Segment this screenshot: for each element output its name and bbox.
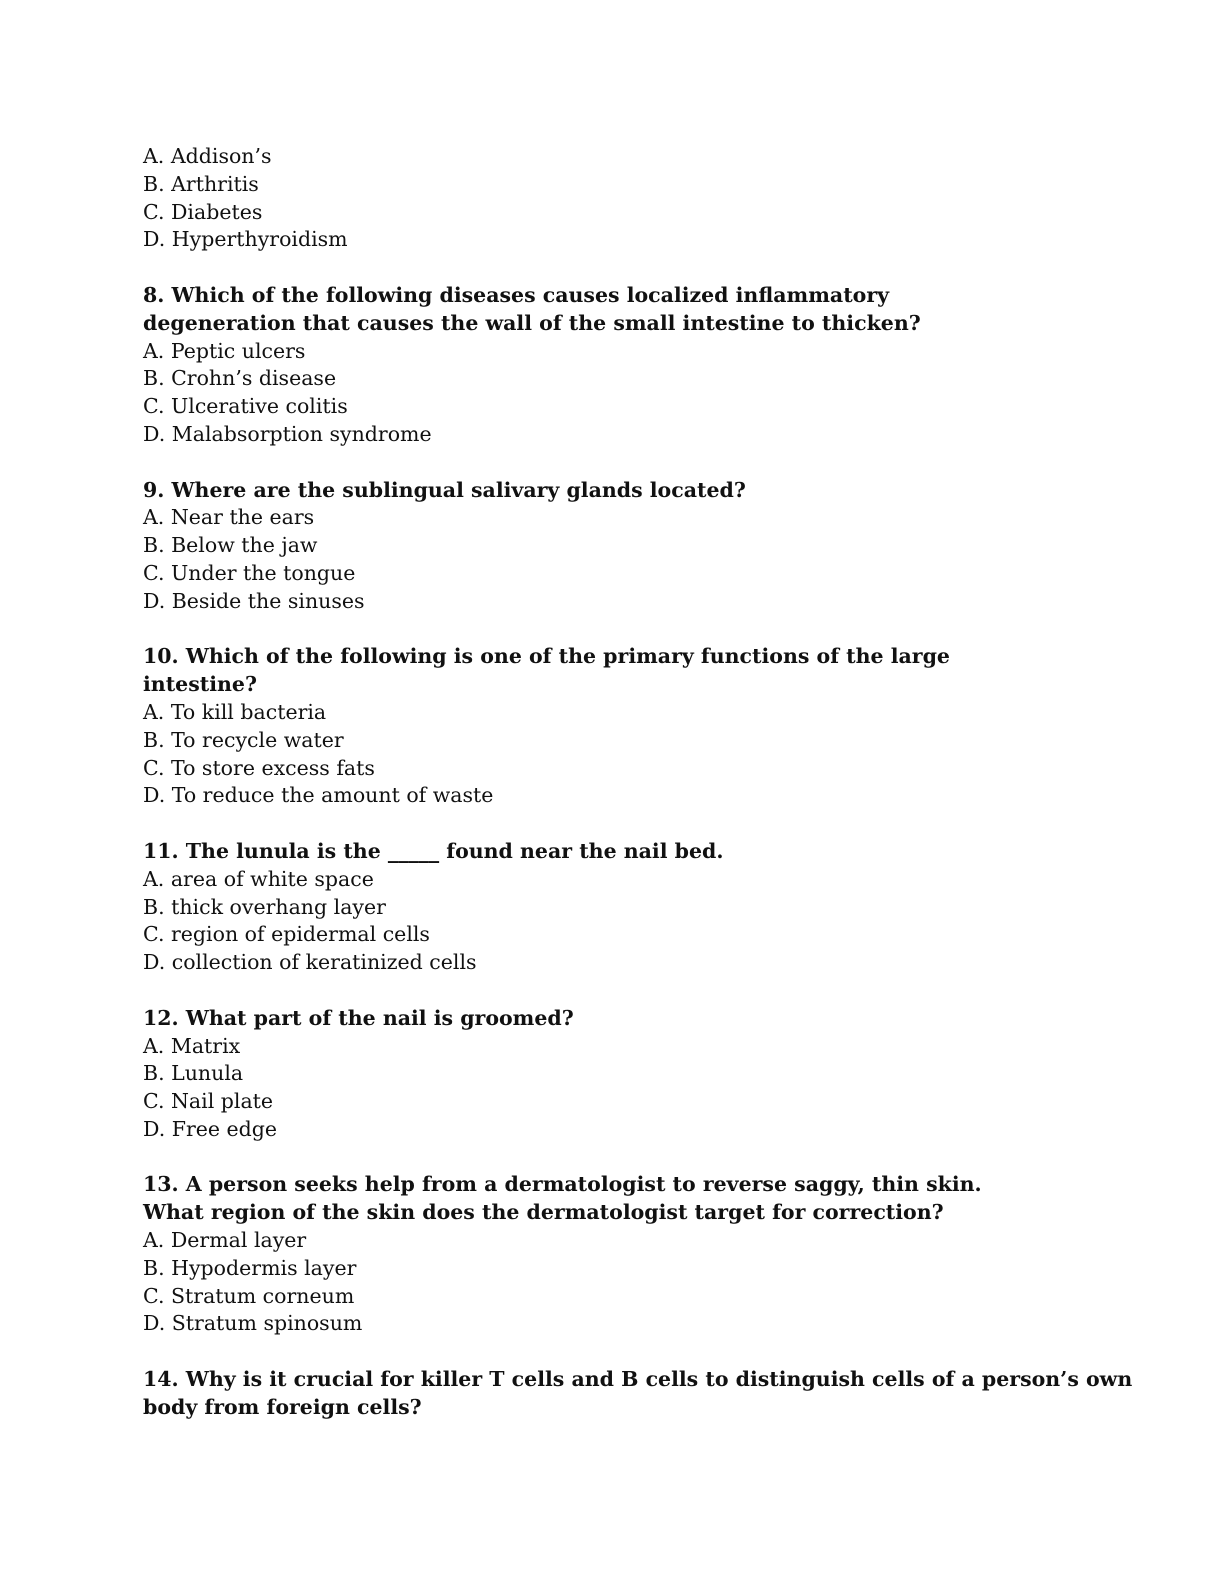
answer-option: A. Near the ears xyxy=(143,505,315,530)
question-text: 13. A person seeks help from a dermatologist to reverse saggy, thin skin. What region of the skin does the dermatologist target for correction? xyxy=(143,1172,982,1225)
answer-option: C. To store excess fats xyxy=(143,755,375,780)
document-page xyxy=(143,143,1133,1449)
answer-option: D. To reduce the amount of waste xyxy=(143,783,494,808)
question-11 xyxy=(143,838,1083,977)
answer-option: A. To kill bacteria xyxy=(143,699,327,724)
question-13 xyxy=(143,1171,1083,1338)
answer-option: B. Hypodermis layer xyxy=(143,1255,357,1280)
answer-option: B. Below the jaw xyxy=(143,533,318,558)
answer-option: B. Crohn’s disease xyxy=(143,366,337,391)
answer-option: D. Malabsorption syndrome xyxy=(143,421,432,446)
question-7-options xyxy=(143,143,1083,254)
answer-option: C. Under the tongue xyxy=(143,560,356,585)
answer-option: A. Matrix xyxy=(143,1033,241,1058)
answer-option: C. Diabetes xyxy=(143,199,263,224)
answer-option: A. Addison’s xyxy=(143,144,272,168)
question-9 xyxy=(143,477,1083,616)
answer-option: B. Lunula xyxy=(143,1061,244,1086)
question-12 xyxy=(143,1005,1083,1144)
answer-option: A. Peptic ulcers xyxy=(143,338,306,363)
answer-option: A. area of white space xyxy=(143,866,374,891)
answer-option: D. Hyperthyroidism xyxy=(143,227,348,252)
answer-option: B. To recycle water xyxy=(143,727,344,752)
question-14 xyxy=(143,1366,1133,1422)
answer-option: D. collection of keratinized cells xyxy=(143,950,477,975)
answer-option: C. Stratum corneum xyxy=(143,1283,355,1308)
answer-option: D. Stratum spinosum xyxy=(143,1311,363,1336)
answer-option: C. Nail plate xyxy=(143,1089,274,1114)
answer-option: A. Dermal layer xyxy=(143,1228,307,1253)
question-text: 12. What part of the nail is groomed? xyxy=(143,1005,574,1030)
question-text: 11. The lunula is the _____ found near the nail bed. xyxy=(143,838,724,863)
question-10 xyxy=(143,643,1083,810)
question-text: 8. Which of the following diseases causes localized inflammatory degeneration that causes the wall of the small intestine to thicken? xyxy=(143,282,921,335)
question-text: 9. Where are the sublingual salivary glands located? xyxy=(143,477,746,502)
answer-option: B. Arthritis xyxy=(143,171,259,196)
answer-option: C. region of epidermal cells xyxy=(143,922,430,947)
answer-option: C. Ulcerative colitis xyxy=(143,394,348,419)
question-8 xyxy=(143,282,1083,449)
answer-option: D. Beside the sinuses xyxy=(143,588,365,613)
question-text: 14. Why is it crucial for killer T cells and B cells to distinguish cells of a person’s own body from foreign cells? xyxy=(143,1367,1133,1419)
answer-option: B. thick overhang layer xyxy=(143,894,386,919)
question-text: 10. Which of the following is one of the primary functions of the large intestine? xyxy=(143,644,950,697)
answer-option: D. Free edge xyxy=(143,1116,278,1141)
